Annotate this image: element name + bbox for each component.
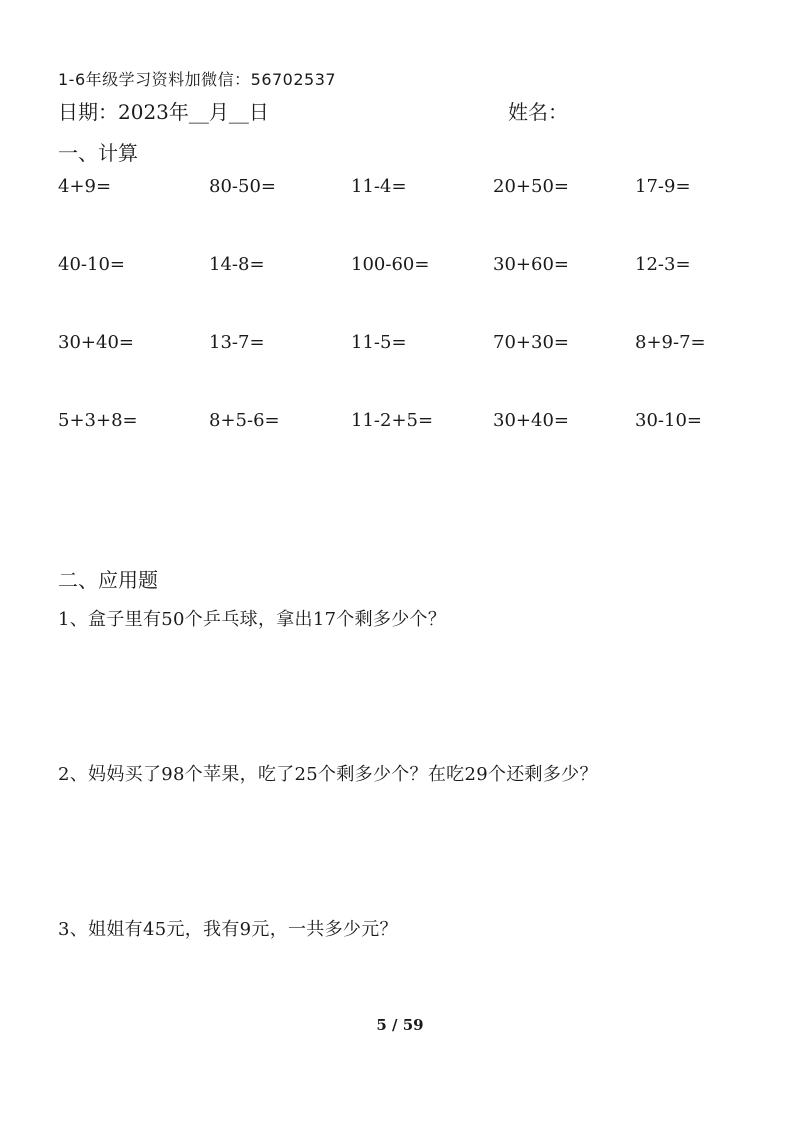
calc-item: 14-8= [209,254,265,275]
calc-item: 30+40= [493,410,569,431]
calc-item: 40-10= [58,254,125,275]
date-line: 日期：2023年__月__日 [58,100,269,124]
calc-item: 30-10= [635,410,702,431]
calc-item: 12-3= [635,254,691,275]
calc-row [58,176,778,254]
calc-item: 8+5-6= [209,410,280,431]
section-word-problems-title: 二、应用题 [58,568,158,592]
page-number: 5 / 59 [376,1016,424,1034]
word-problem-1: 1、盒子里有50个乒乓球，拿出17个剩多少个？ [58,609,447,630]
calc-item: 5+3+8= [58,410,138,431]
word-problem-3: 3、姐姐有45元，我有9元，一共多少元？ [58,919,398,940]
section-calculation-title: 一、计算 [58,141,138,165]
calc-item: 30+40= [58,332,134,353]
calc-item: 30+60= [493,254,569,275]
calc-item: 11-2+5= [351,410,434,431]
name-label: 姓名： [508,100,568,124]
calculation-grid [58,176,778,488]
calc-item: 11-4= [351,176,407,197]
header-note: 1-6年级学习资料加微信：56702537 [58,70,337,89]
calc-item: 20+50= [493,176,569,197]
calc-row [58,332,778,410]
calc-item: 11-5= [351,332,407,353]
calc-item: 80-50= [209,176,276,197]
calc-item: 100-60= [351,254,430,275]
calc-item: 13-7= [209,332,265,353]
calc-row [58,410,778,488]
calc-item: 8+9-7= [635,332,706,353]
calc-row [58,254,778,332]
calc-item: 17-9= [635,176,691,197]
calc-item: 70+30= [493,332,569,353]
calc-item: 4+9= [58,176,112,197]
word-problem-2: 2、妈妈买了98个苹果，吃了25个剩多少个？在吃29个还剩多少？ [58,764,598,785]
